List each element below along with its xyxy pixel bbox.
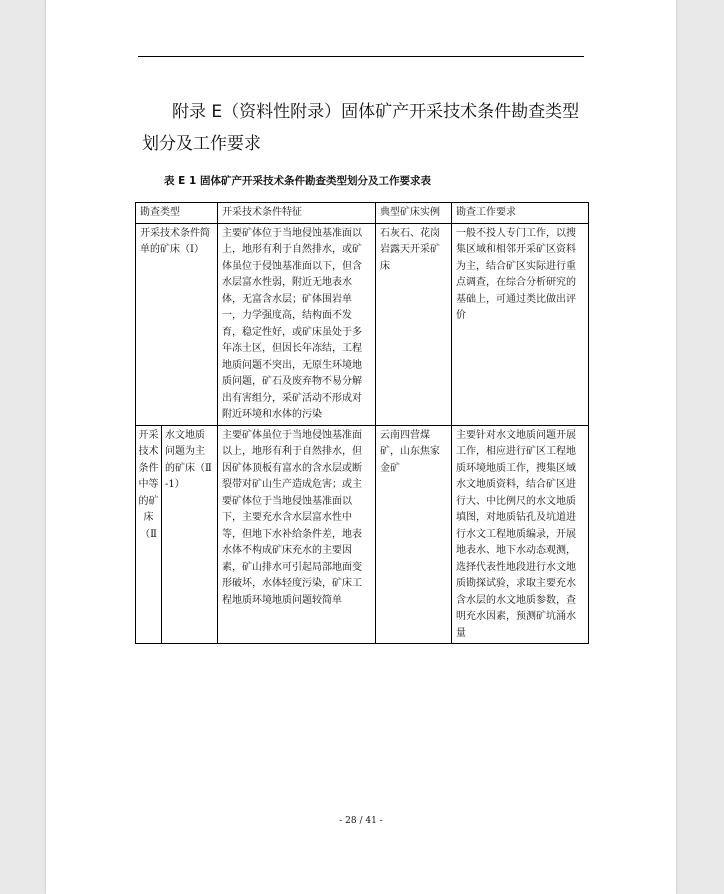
- header-examples: 典型矿床实例: [376, 203, 452, 224]
- document-page: [46, 0, 676, 894]
- page-number: - 28 / 41 -: [339, 816, 383, 826]
- page-title: 附录 E（资料性附录）固体矿产开采技术条件勘查类型划分及工作要求: [142, 102, 580, 154]
- row2-subtype: 水文地质问题为主的矿床（Ⅱ-1）: [162, 425, 218, 644]
- table-row: [136, 223, 589, 425]
- table-row: [136, 425, 589, 644]
- row2-group: 开采技术条件中等的矿床（Ⅱ: [136, 425, 162, 644]
- header-type: 勘查类型: [136, 203, 218, 224]
- row1-examples: 石灰石、花岗岩露天开采矿床: [376, 223, 452, 425]
- row1-features: 主要矿体位于当地侵蚀基准面以上，地形有利于自然排水，或矿体虽位于侵蚀基准面以下，但含水层富水性弱，附近无地表水体，无富含水层；矿体围岩单一，力学强度高，结构面不发育，稳定性好，或矿床虽处于多年冻土区，但因长年冻结，工程地质问题不突出，无原生环境地质问题，矿石及废弃物不易分解出有害组分，采矿活动不形成对附近环境和水体的污染: [218, 223, 376, 425]
- row2-requirements: 主要针对水文地质问题开展工作，相应进行矿区工程地质环境地质工作，搜集区域水文地质资料，结合矿区进行大、中比例尺的水文地质填图，对地质钻孔及坑道进行水文工程地质编录，开展地表水、地下水动态观测，选择代表性地段进行水文地质勘探试验，求取主要充水含水层的水文地质参数，查明充水因素，预测矿坑涌水量: [452, 425, 589, 644]
- table-header-row: [136, 203, 589, 224]
- table-caption: 表 E 1 固体矿产开采技术条件勘查类型划分及工作要求表: [164, 175, 431, 187]
- header-requirements: 勘查工作要求: [452, 203, 589, 224]
- header-rule: [138, 56, 584, 57]
- row2-features: 主要矿体虽位于当地侵蚀基准面以上，地形有利于自然排水，但因矿体顶板有富水的含水层或断裂带对矿山生产造成危害；或主要矿体位于当地侵蚀基准面以下，主要充水含水层富水性中等，但地下水补给条件差，地表水体不构成矿床充水的主要因素，矿山排水可引起局部地面变形破坏，水体轻度污染，矿床工程地质环境地质问题较简单: [218, 425, 376, 644]
- row1-requirements: 一般不投人专门工作，以搜集区域和相邻开采矿区资料为主，结合矿区实际进行重点调查，在综合分析研究的基础上，可通过类比做出评价: [452, 223, 589, 425]
- row2-examples: 云南四营煤矿，山东焦家金矿: [376, 425, 452, 644]
- header-features: 开采技术条件特征: [218, 203, 376, 224]
- exploration-type-table: [135, 202, 589, 644]
- row1-type: 开采技术条件简单的矿床（Ⅰ）: [136, 223, 218, 425]
